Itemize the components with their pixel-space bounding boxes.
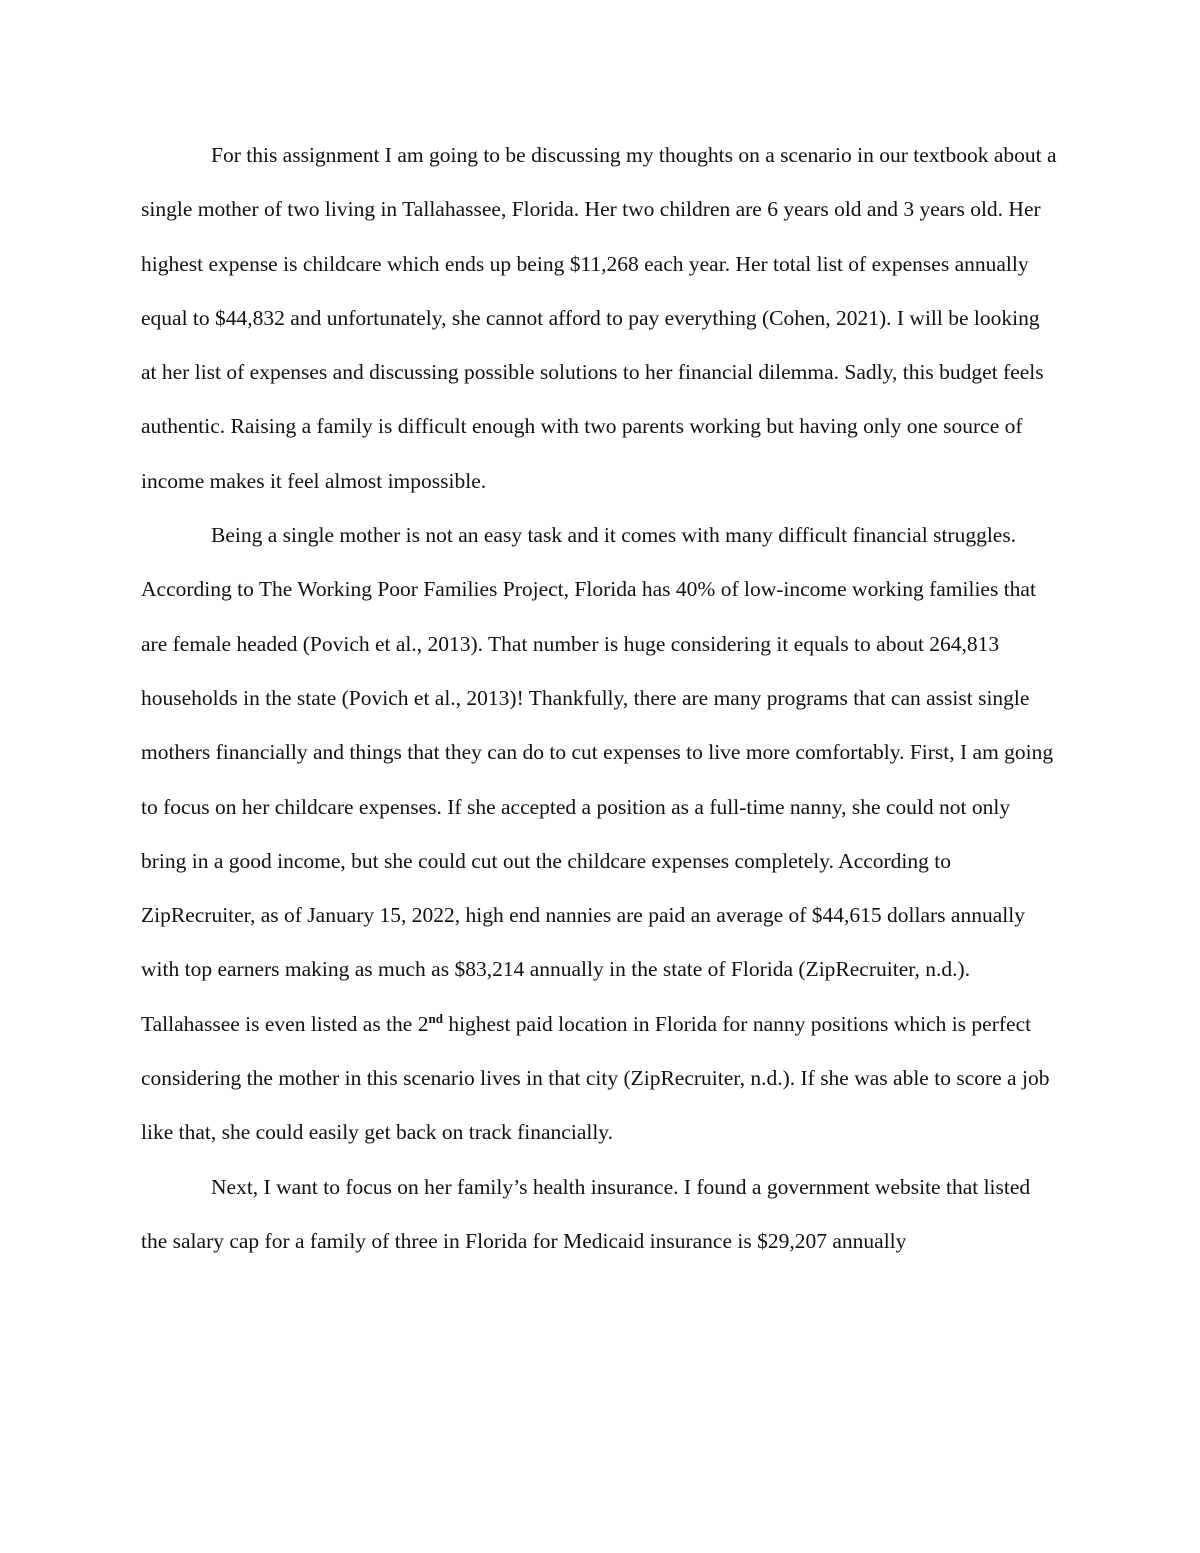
paragraph-2-text-start: Being a single mother is not an easy task and it comes with many difficult financial struggles. According to The Working Poor Families Project, Florida has 40% of low-income working families that are female headed (Povich et al., 2013). That number is huge considering it equals to about 264,813 households in the state (Povich et al., 2013)! Thankfully, there are many programs that can assist single mothers financially and things that they can do to cut expenses to live more comfortably. First, I am going to focus on her childcare expenses. If she accepted a position as a full-time nanny, she could not only bring in a good income, but she could cut out the childcare expenses completely. According to ZipRecruiter, as of January 15, 2022, high end nannies are paid an average of $44,615 dollars annually with top earners making as much as $83,214 annually in the state of Florida (ZipRecruiter, n.d.). Tallahassee is even listed as the 2 [141,523,1054,1036]
paragraph-3-text: Next, I want to focus on her family’s health insurance. I found a government website that listed the salary cap for a family of three in Florida for Medicaid insurance is $29,207 annually [141,1174,1031,1253]
document-body [141,128,1059,1268]
paragraph-1 [141,128,1059,508]
paragraph-3 [141,1160,1059,1269]
paragraph-2 [141,508,1059,1160]
paragraph-1-text: For this assignment I am going to be discussing my thoughts on a scenario in our textbook about a single mother of two living in Tallahassee, Florida. Her two children are 6 years old and 3 years old. Her highest expense is childcare which ends up being $11,268 each year. Her total list of expenses annually equal to $44,832 and unfortunately, she cannot afford to pay everything (Cohen, 2021). I will be looking at her list of expenses and discussing possible solutions to her financial dilemma. Sadly, this budget feels authentic. Raising a family is difficult enough with two parents working but having only one source of income makes it feel almost impossible. [141,143,1057,493]
ordinal-superscript: nd [428,1010,443,1026]
paragraph-2-text-end: highest paid location in Florida for nanny positions which is perfect considering the mother in this scenario lives in that city (ZipRecruiter, n.d.). If she was able to score a job like that, she could easily get back on track financially. [141,1011,1050,1145]
